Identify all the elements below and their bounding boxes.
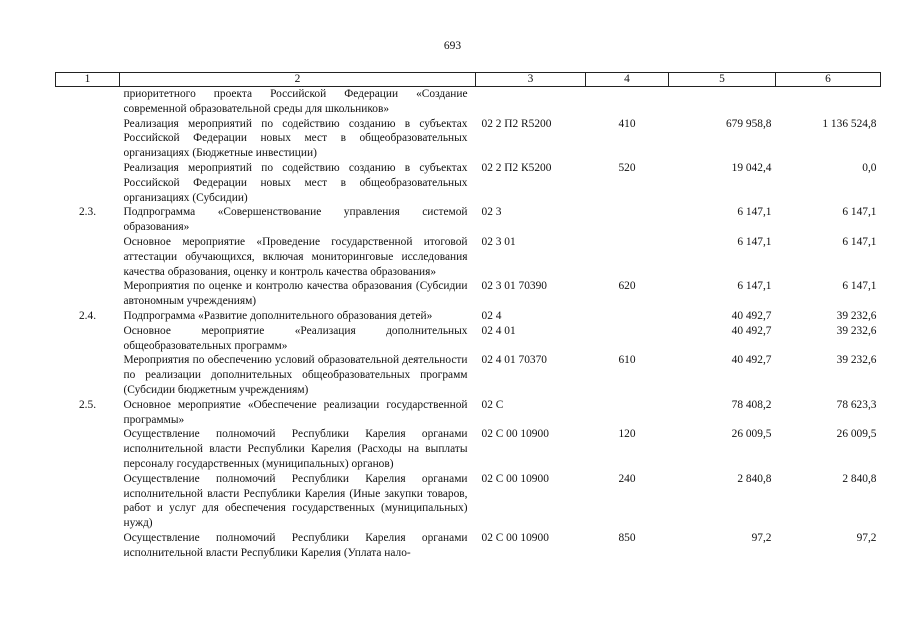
row-name: Мероприятия по обеспечению условий образовательной деятельности по реализации дополнительных общеобразовательных программ (Субсидии бюджетным учреждениям) [123,354,468,396]
row-expense-type: 850 [618,531,636,544]
row-code: 02 2 П2 R5200 [481,117,552,130]
row-expense-type: 240 [618,472,636,485]
row-number [56,353,120,397]
row-amount-1: 40 492,7 [731,309,772,322]
row-amount-1: 19 042,4 [731,161,772,174]
row-amount-2: 6 147,1 [842,280,877,293]
table-row [56,324,881,354]
row-code: 02 3 01 70390 [481,280,547,293]
row-expense-type: 120 [618,428,636,441]
row-expense-type [586,87,669,117]
row-number [56,324,120,354]
row-name: Мероприятия по оценке и контролю качества образования (Субсидии автономным учреждениям) [123,280,468,308]
row-number: 2.3. [78,206,97,219]
table-row [56,117,881,161]
row-amount-1: 40 492,7 [731,354,772,367]
table-row [56,472,881,531]
row-name: Основное мероприятие «Проведение государственной итоговой аттестации обучающихся, включая мониторинговые исследования качества образования, оценку и контроль качества образования» [123,235,468,278]
row-number [56,87,120,117]
row-expense-type: 610 [618,354,636,367]
row-code: 02 3 [481,206,502,219]
row-expense-type: 620 [618,280,636,293]
row-name: Осуществление полномочий Республики Карелия органами исполнительной власти Республики Карелия (Расходы на выплаты персоналу государственных (муниципальных) органов) [123,428,468,470]
row-amount-1: 6 147,1 [737,206,772,219]
table-header-row [56,73,881,87]
table-row [56,279,881,309]
column-header-2: 2 [120,73,476,87]
row-name: Основное мероприятие «Реализация дополнительных общеобразовательных программ» [123,324,468,352]
row-amount-2: 1 136 524,8 [822,117,877,130]
row-number [56,472,120,531]
row-amount-1: 6 147,1 [737,235,772,248]
row-code: 02 С 00 10900 [481,472,549,485]
row-amount-2: 26 009,5 [836,428,877,441]
table-row [56,309,881,324]
table-row [56,531,881,561]
row-expense-type [586,205,669,235]
table-row [56,235,881,279]
row-amount-1: 679 958,8 [725,117,772,130]
row-number: 2.4. [78,309,97,322]
table-row [56,87,881,117]
row-amount-1 [669,87,776,117]
row-name: Реализация мероприятий по содействию созданию в субъектах Российской Федерации новых мест в общеобразовательных организациях (Субсидии) [123,161,468,204]
row-amount-2: 0,0 [862,161,877,174]
table-row [56,398,881,428]
row-number [56,531,120,561]
row-amount-1: 40 492,7 [731,324,772,337]
row-expense-type [586,398,669,428]
row-name: Реализация мероприятий по содействию созданию в субъектах Российской Федерации новых мест в общеобразовательных организациях (Бюджетные инвестиции) [123,117,468,160]
row-expense-type [586,309,669,324]
row-expense-type: 410 [618,117,636,130]
table-row [56,161,881,205]
row-number: 2.5. [78,398,97,411]
row-name: Осуществление полномочий Республики Карелия органами исполнительной власти Республики Карелия (Уплата нало- [123,531,468,559]
row-amount-2: 6 147,1 [842,235,877,248]
column-header-3: 3 [476,73,586,87]
row-code: 02 С [481,398,504,411]
row-name: Подпрограмма «Совершенствование управления системой образования» [123,206,468,234]
row-number [56,161,120,205]
row-amount-2: 39 232,6 [836,309,877,322]
row-amount-2: 78 623,3 [836,398,877,411]
row-number [56,279,120,309]
row-code: 02 4 01 70370 [481,354,547,367]
row-code: 02 4 01 [481,324,516,337]
page-number: 693 [443,40,462,52]
row-number [56,117,120,161]
row-expense-type [586,324,669,354]
row-amount-2: 2 840,8 [842,472,877,485]
row-code: 02 2 П2 К5200 [481,161,552,174]
row-amount-2 [776,87,881,117]
table-row [56,427,881,471]
row-name: Основное мероприятие «Обеспечение реализации государственной программы» [123,398,468,426]
row-amount-1: 97,2 [751,531,772,544]
column-header-4: 4 [586,73,669,87]
row-expense-type [586,235,669,279]
row-amount-2: 97,2 [856,531,877,544]
column-header-6: 6 [776,73,881,87]
row-name: приоритетного проекта Российской Федерации «Создание современной образовательной среды для школьников» [123,88,468,115]
row-number [56,427,120,471]
column-header-1: 1 [56,73,120,87]
row-code: 02 4 [481,309,502,322]
row-amount-1: 26 009,5 [731,428,772,441]
row-code: 02 С 00 10900 [481,428,549,441]
row-name: Подпрограмма «Развитие дополнительного образования детей» [123,309,433,322]
row-code: 02 3 01 [481,235,516,248]
row-amount-1: 78 408,2 [731,398,772,411]
row-name: Осуществление полномочий Республики Карелия органами исполнительной власти Республики Карелия (Иные закупки товаров, работ и услуг для обеспечения государственных (муниципальных) нужд) [123,472,468,530]
row-amount-1: 6 147,1 [737,280,772,293]
row-amount-1: 2 840,8 [737,472,772,485]
row-code: 02 С 00 10900 [481,531,549,544]
budget-table [55,72,881,561]
table-row [56,353,881,397]
row-number [56,235,120,279]
row-amount-2: 39 232,6 [836,324,877,337]
row-expense-type: 520 [618,161,636,174]
table-row [56,205,881,235]
row-amount-2: 39 232,6 [836,354,877,367]
row-amount-2: 6 147,1 [842,206,877,219]
column-header-5: 5 [669,73,776,87]
row-code [476,87,586,117]
